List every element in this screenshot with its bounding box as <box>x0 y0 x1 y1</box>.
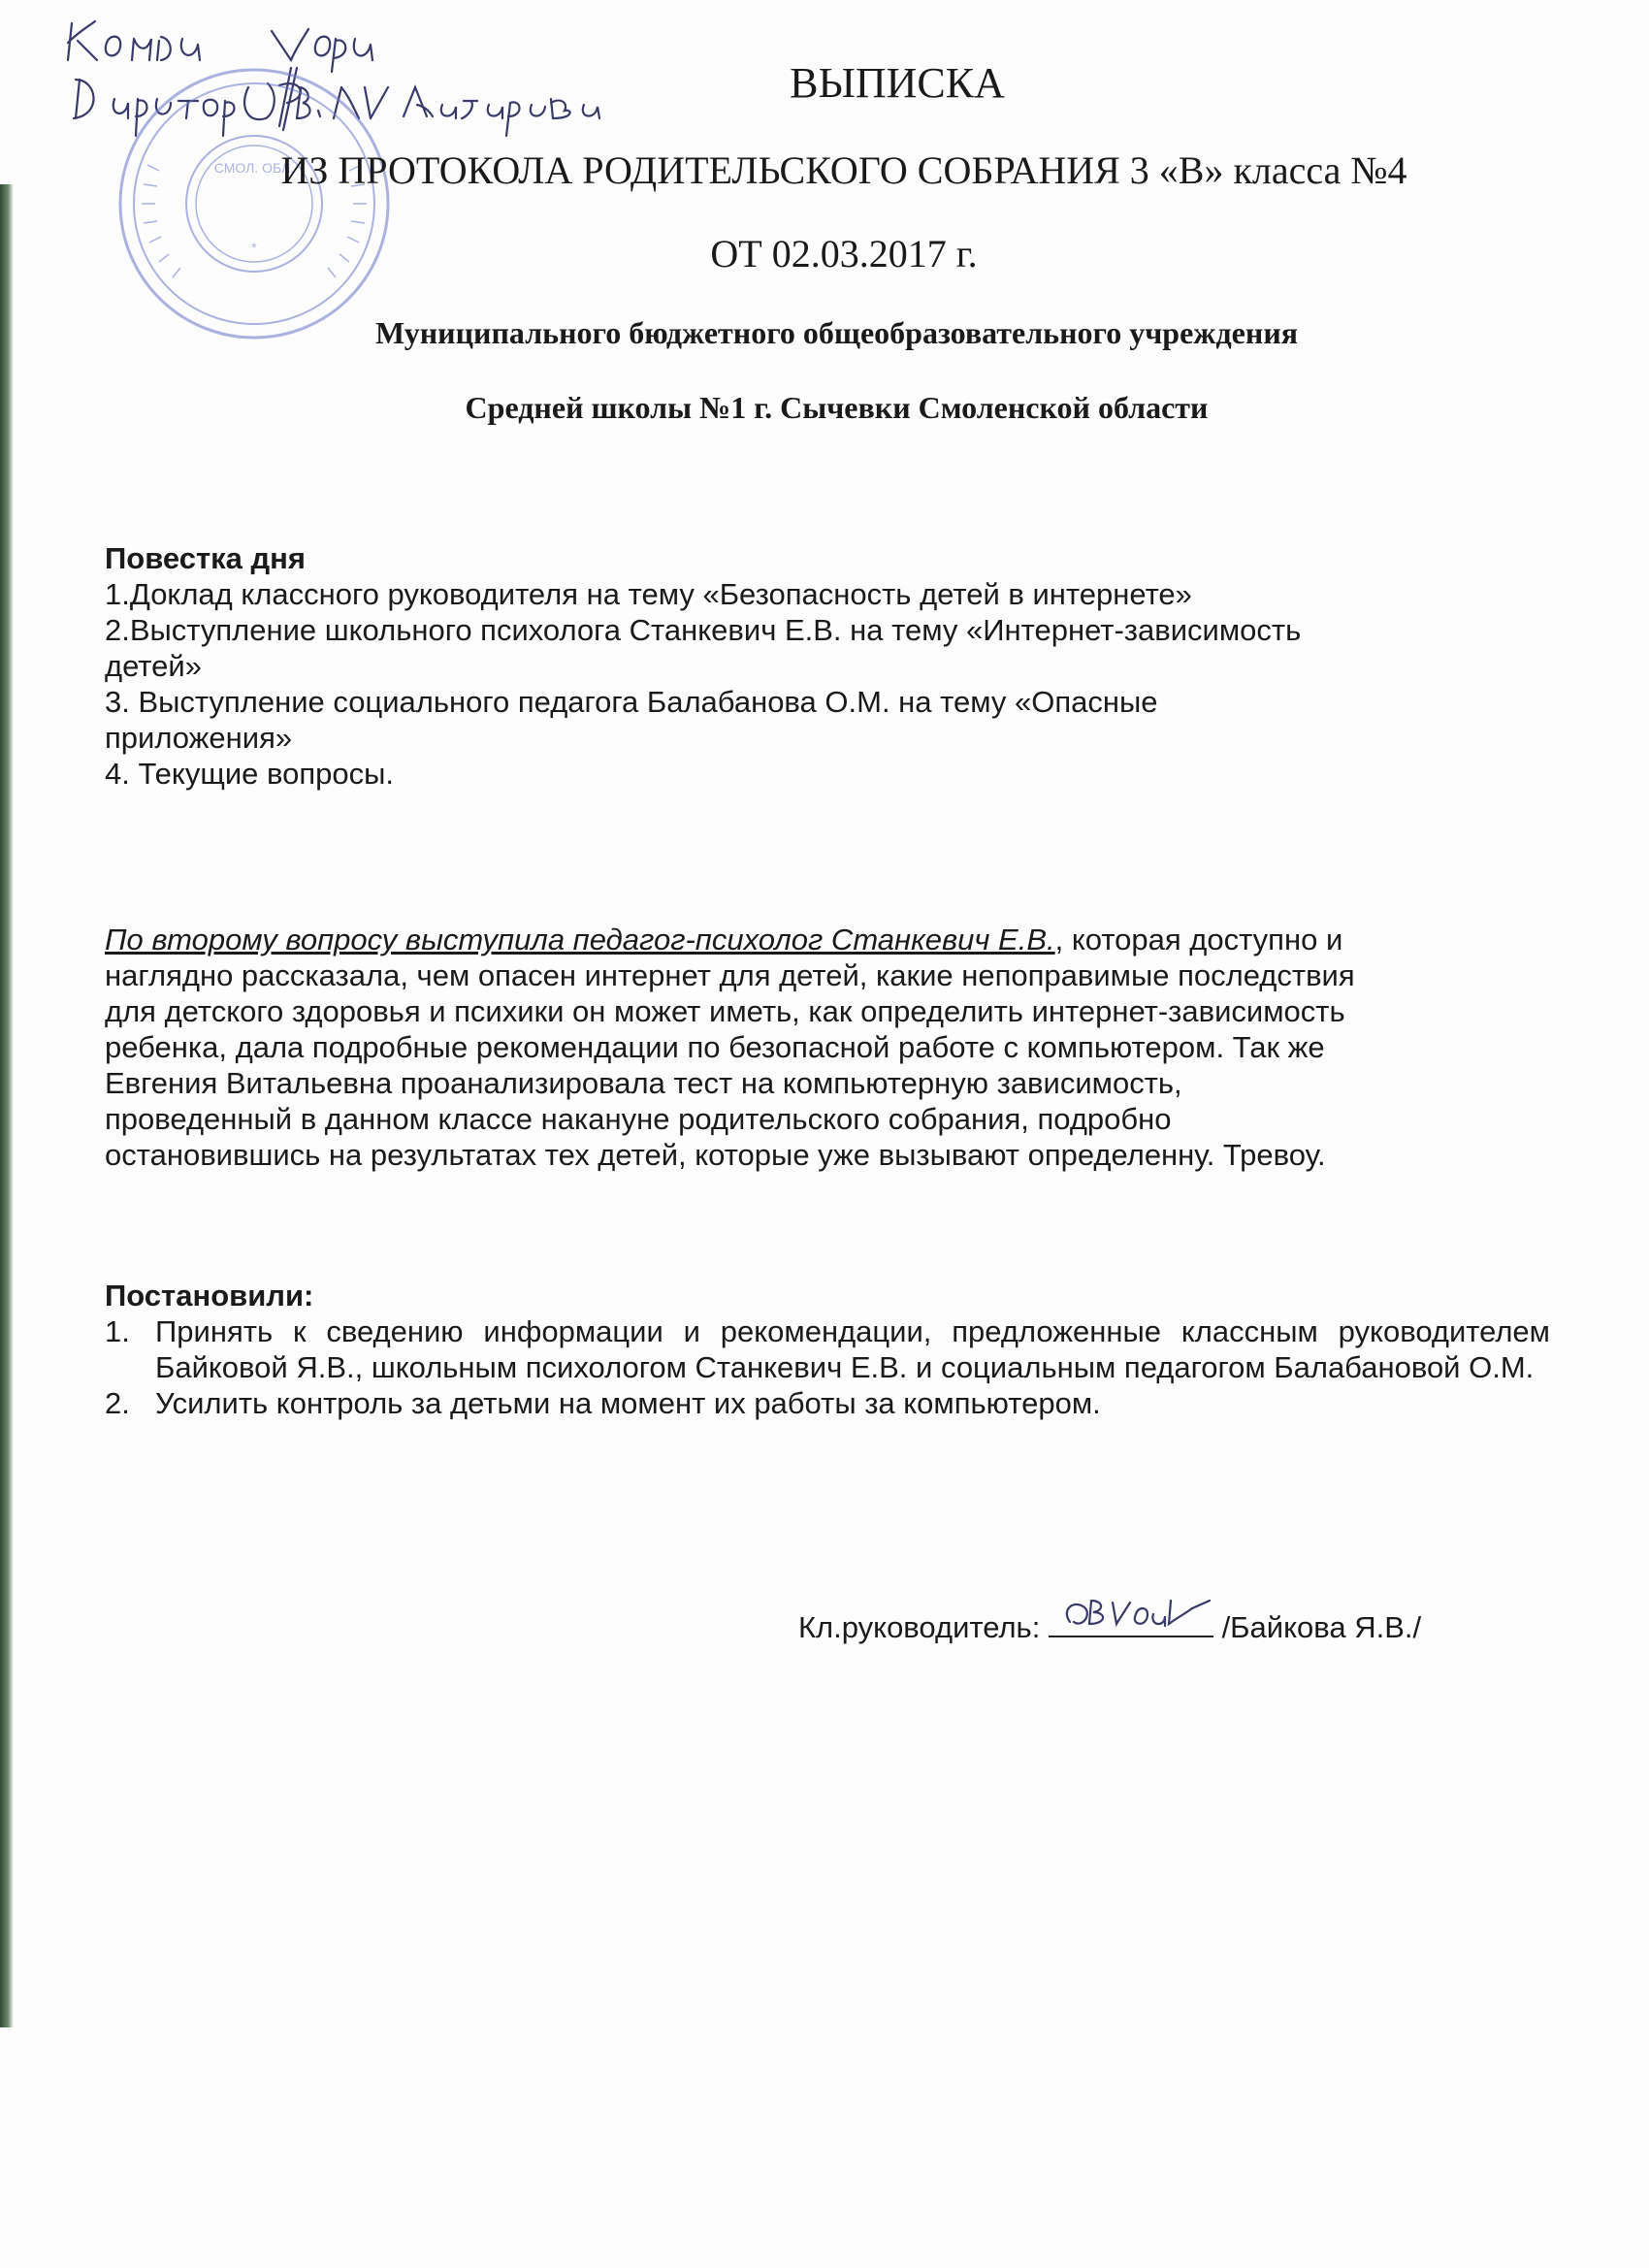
signature-blank <box>1049 1608 1213 1637</box>
resolution-heading: Постановили: <box>105 1279 314 1312</box>
agenda-section <box>105 540 1560 792</box>
document-subtitle: ИЗ ПРОТОКОЛА РОДИТЕЛЬСКОГО СОБРАНИЯ 3 «В» класса №4 <box>280 148 1407 192</box>
organization-line-2: Средней школы №1 г. Сычевки Смоленской области <box>465 390 1209 425</box>
agenda-line: приложения» <box>105 721 293 755</box>
document-title: ВЫПИСКА <box>790 59 1005 107</box>
report-line: остановившись на результатах тех детей, которые уже вызывают определенну. Тревоу. <box>105 1138 1326 1172</box>
report-line: для детского здоровья и психики он может иметь, как определить интернет-зависимость <box>105 994 1345 1028</box>
resolution-text: Усилить контроль за детьми на момент их работы за компьютером. <box>155 1386 1101 1420</box>
signature-scribble <box>1056 1579 1212 1637</box>
organization-line-1: Муниципального бюджетного общеобразовательного учреждения <box>374 315 1299 350</box>
agenda-line: 4. Текущие вопросы. <box>105 757 395 791</box>
svg-text:СМОЛ. ОБЛ.: СМОЛ. ОБЛ. <box>213 160 295 176</box>
report-line: Евгения Витальевна проанализировала тест на компьютерную зависимость, <box>105 1066 1182 1100</box>
agenda-line: 3. Выступление социального педагога Балабанова О.М. на тему «Опасные <box>105 685 1158 719</box>
agenda-line: детей» <box>105 649 202 683</box>
signature-name: /Байкова Я.В./ <box>1221 1610 1422 1644</box>
resolution-number: 2. <box>105 1386 130 1420</box>
svg-text:*: * <box>251 240 257 255</box>
signature-label: Кл.руководитель: <box>798 1610 1041 1644</box>
document-date: ОТ 02.03.2017 г. <box>710 232 978 275</box>
report-line: , которая доступно и <box>1054 923 1343 956</box>
report-line: проведенный в данном классе накануне родительского собрания, подробно <box>105 1102 1172 1136</box>
report-line: наглядно рассказала, чем опасен интернет для детей, какие непоправимые последствия <box>105 958 1355 992</box>
signature-block <box>798 1608 1421 1645</box>
scan-edge <box>0 184 14 2027</box>
resolution-item <box>105 1313 1550 1385</box>
agenda-line: 2.Выступление школьного психолога Станкевич Е.В. на тему «Интернет-зависимость <box>105 613 1302 647</box>
report-paragraph <box>105 922 1540 1173</box>
resolution-section <box>105 1278 1550 1421</box>
report-line: ребенка, дала подробные рекомендации по безопасной работе с компьютером. Так же <box>105 1030 1325 1064</box>
resolution-item <box>105 1385 1550 1421</box>
agenda-heading: Повестка дня <box>105 541 306 575</box>
resolution-text: Принять к сведению информации и рекомендации, предложенные классным руководителем Байковой Я.В., школьным психологом Станкевич Е.В. и социальным педагогом Балабановой О.М. <box>155 1314 1550 1384</box>
agenda-line: 1.Доклад классного руководителя на тему «Безопасность детей в интернете» <box>105 577 1192 611</box>
resolution-number: 1. <box>105 1314 130 1348</box>
resolution-list <box>105 1313 1550 1421</box>
report-speaker: По второму вопросу выступила педагог-психолог Станкевич Е.В. <box>105 923 1055 956</box>
